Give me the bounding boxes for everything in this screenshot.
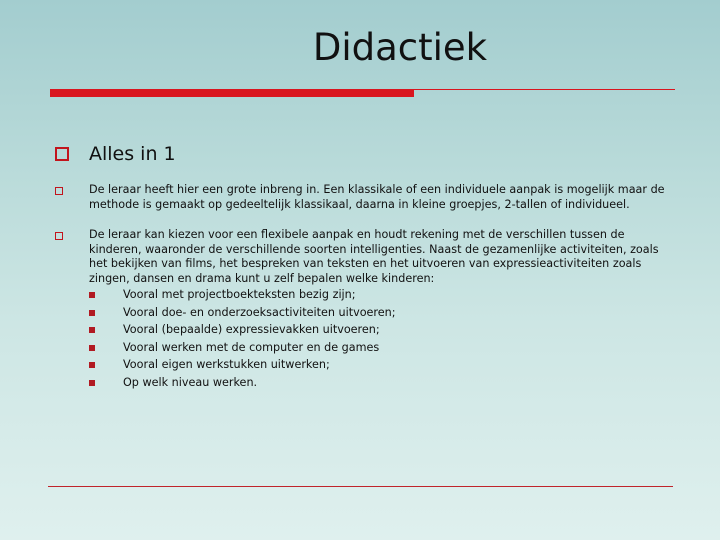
hollow-square-bullet-icon (55, 147, 69, 161)
filled-square-bullet-icon (89, 380, 95, 386)
sub-bullet-item: Vooral werken met de computer en de games (89, 339, 672, 357)
title-underline-thin (414, 89, 675, 90)
bullet-paragraph-2 (52, 228, 672, 391)
sub-bullet-item: Op welk niveau werken. (89, 374, 672, 392)
hollow-square-bullet-icon (55, 232, 63, 240)
sub-bullet-item: Vooral (bepaalde) expressievakken uitvoeren; (89, 321, 672, 339)
filled-square-bullet-icon (89, 345, 95, 351)
paragraph-1-text: De leraar heeft hier een grote inbreng in. Een klassikale of een individuele aanpak is mogelijk maar de methode is gemaakt op gedeeltelijk klassikaal, daarna in kleine groepjes, 2-tallen of individueel. (89, 183, 665, 211)
paragraph-2-text: De leraar kan kiezen voor een flexibele aanpak en houdt rekening met de verschillen tussen de kinderen, waaronder de verschillende soorten intelligenties. Naast de gezamenlijke activiteiten, zoals het bekijken van films, het bespreken van teksten en het uitvoeren van expressieactiviteiten zoals zingen, dansen en drama kunt u zelf bepalen welke kinderen: (89, 228, 659, 285)
sub-bullet-item: Vooral doe- en onderzoeksactiviteiten uitvoeren; (89, 304, 672, 322)
filled-square-bullet-icon (89, 292, 95, 298)
filled-square-bullet-icon (89, 327, 95, 333)
sub-bullet-item: Vooral met projectboekteksten bezig zijn; (89, 286, 672, 304)
footer-divider (48, 486, 673, 487)
bullet-paragraph-1 (52, 183, 672, 212)
main-point-text: Alles in 1 (89, 143, 176, 165)
slide-title: Didactiek (312, 26, 488, 69)
title-underline-thick (50, 89, 414, 97)
sub-bullet-item: Vooral eigen werkstukken uitwerken; (89, 356, 672, 374)
bullet-main-point (52, 141, 672, 167)
filled-square-bullet-icon (89, 310, 95, 316)
filled-square-bullet-icon (89, 362, 95, 368)
hollow-square-bullet-icon (55, 187, 63, 195)
slide-content (52, 141, 672, 391)
sub-bullet-list (89, 286, 672, 391)
